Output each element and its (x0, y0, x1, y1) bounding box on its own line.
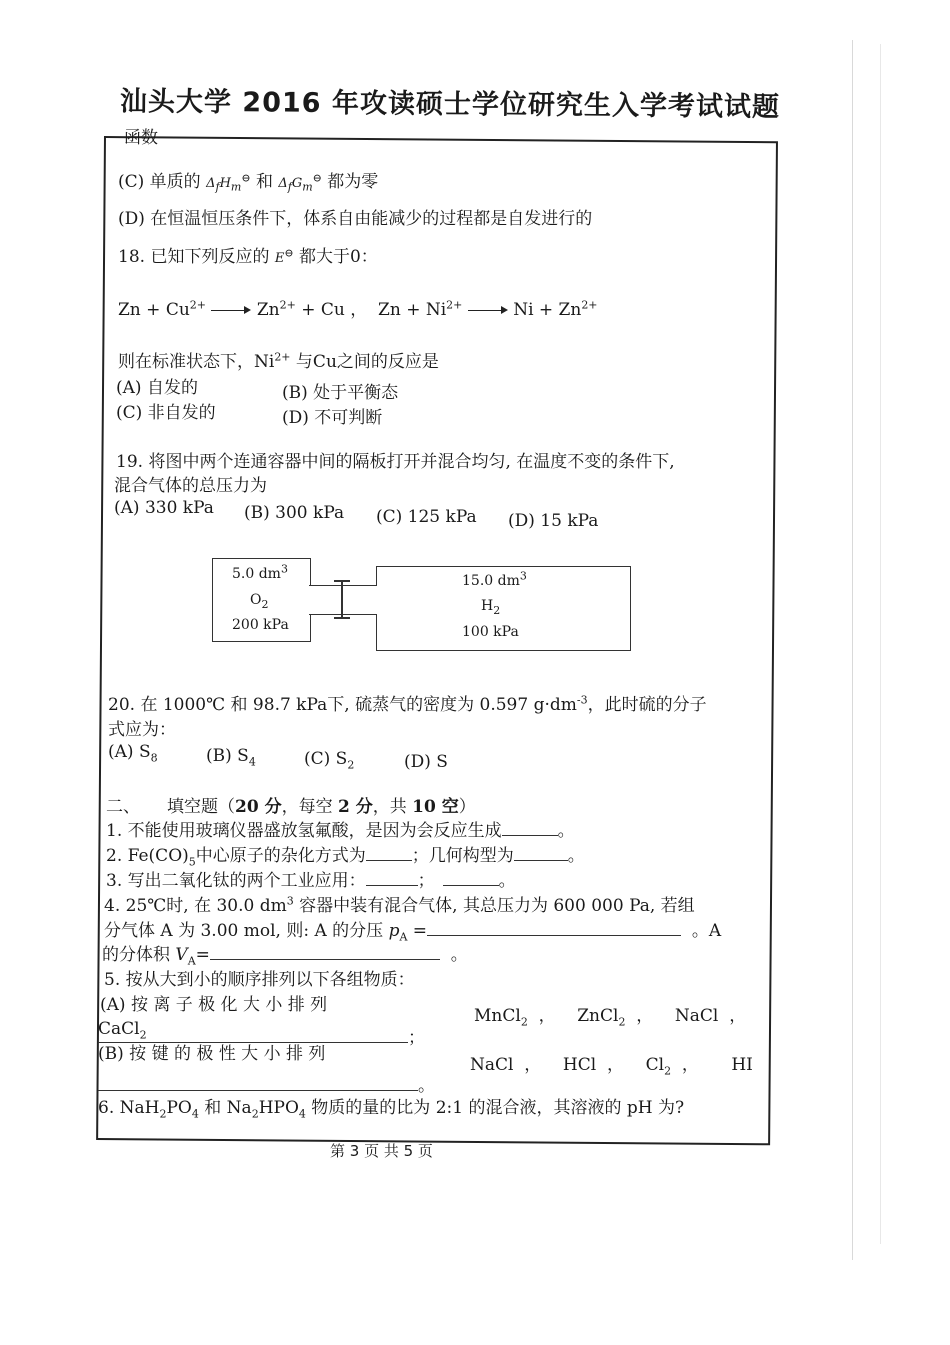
left-gas: $O_2$ (250, 592, 269, 611)
q20-option-c: (C) $S_2$ (304, 749, 355, 772)
fill-q5a-blank: ； (98, 1028, 425, 1048)
q20-option-a: (A) $S_8$ (108, 742, 158, 765)
q20-option-b: (B) $S_4$ (206, 746, 256, 769)
left-volume: 5.0 $dm^3$ (232, 562, 288, 582)
q18-option-a: (A) 自发的 (116, 378, 198, 398)
q18-option-d: (D) 不可判断 (282, 408, 383, 428)
fill-q5a-cont: CaCl$_2$ (98, 1019, 147, 1042)
answer-blank[interactable] (98, 1028, 408, 1043)
fill-q3: 3. 写出二氧化钛的两个工业应用： ； 。 (106, 871, 516, 891)
q17-option-d: (D) 在恒温恒压条件下，体系自由能减少的过程都是自发进行的 (118, 209, 593, 229)
connecting-pipe (309, 585, 377, 615)
right-pressure: 100 kPa (462, 624, 519, 640)
q17-continued: 函数 (124, 128, 158, 148)
q18-stem: 18. 已知下列反应的 E⊖ 都大于0： (118, 246, 378, 267)
right-volume: 15.0 $dm^3$ (462, 569, 527, 589)
q19-stem-line2: 混合气体的总压力为 (114, 476, 267, 496)
answer-blank[interactable] (502, 821, 558, 836)
fill-q4-line1: 4. 25℃时, 在 30.0 $dm^3$ 容器中装有混合气体, 其总压力为 600 000 Pa, 若组 (104, 894, 695, 916)
reaction-arrow-icon (468, 305, 508, 315)
q19-stem-line1: 19. 将图中两个连通容器中间的隔板打开并混合均匀, 在温度不变的条件下, (116, 452, 675, 472)
fill-q4-line3: 的分体积 $V_A=$ 。 (102, 945, 468, 968)
right-gas: $H_2$ (481, 598, 501, 617)
answer-blank[interactable] (514, 846, 568, 861)
fill-q5b-items: NaCl ， HCl ， $Cl_2$ ， HI (470, 1055, 753, 1078)
fill-q5-stem: 5. 按从大到小的顺序排列以下各组物质： (104, 970, 415, 990)
q20-stem-line2: 式应为： (108, 720, 176, 740)
q19-option-b: (B) 300 kPa (244, 503, 345, 523)
reaction-arrow-icon (211, 305, 251, 315)
q17-option-c: (C) 单质的 $\Delta_fH_m^⊖$ 和 $\Delta_fG_m^⊖$ 都为零 (118, 171, 379, 194)
fill-q5b: (B) 按 键 的 极 性 大 小 排 列 (98, 1044, 326, 1064)
q18-option-c: (C) 非自发的 (116, 403, 216, 423)
left-pressure: 200 kPa (232, 617, 289, 633)
answer-blank[interactable] (443, 871, 499, 886)
q19-option-a: (A) 330 kPa (114, 498, 214, 518)
q18-question: 则在标准状态下，$Ni^{2+}$ 与Cu之间的反应是 (118, 350, 439, 372)
fill-q1: 1. 不能使用玻璃仪器盛放氢氟酸，是因为会反应生成 。 (106, 821, 575, 841)
scan-edge-line (852, 40, 853, 1260)
exam-title: 汕头大学 2016 年攻读硕士学位研究生入学考试试题 (119, 86, 781, 123)
fill-q4-line2: 分气体 A 为 3.00 mol, 则: A 的分压 $p_A$ = 。A (104, 921, 722, 944)
fill-q5a: (A) 按 离 子 极 化 大 小 排 列 (100, 995, 328, 1015)
q20-stem-line1: 20. 在 1000℃ 和 98.7 kPa下, 硫蒸气的密度为 0.597 $g\cdot dm^{-3}$，此时硫的分子 (108, 693, 707, 715)
scan-edge-line (880, 44, 881, 1244)
answer-blank[interactable] (210, 945, 440, 960)
q19-option-d: (D) 15 kPa (508, 511, 599, 531)
page-number: 第 3 页 共 5 页 (330, 1142, 433, 1160)
answer-blank[interactable] (427, 921, 681, 936)
q20-option-d: (D) S (404, 752, 448, 772)
answer-blank[interactable] (366, 871, 418, 886)
q18-reactions: $Zn + Cu^{2+}$ $Zn^{2+} + Cu$ ， $Zn + Ni^{2+}$ $Ni + Zn^{2+}$ (118, 298, 598, 320)
answer-blank[interactable] (366, 846, 412, 861)
fill-q6: 6. $NaH_2PO_4$ 和 $Na_2HPO_4$ 物质的量的比为 2:1 的混合液，其溶液的 pH 为? (98, 1098, 685, 1121)
q18-option-b: (B) 处于平衡态 (282, 383, 399, 403)
partition-valve-icon (341, 580, 343, 618)
q19-option-c: (C) 125 kPa (376, 507, 477, 527)
partition-valve-handle (334, 580, 350, 582)
fill-q2: 2. $Fe(CO)_5$中心原子的杂化方式为 ；几何构型为 。 (106, 846, 585, 869)
fill-q5b-blank: 。 (98, 1076, 435, 1096)
fill-q5a-items: MnCl$_2$ ， ZnCl$_2$ ， NaCl ， (474, 1006, 747, 1029)
answer-blank[interactable] (98, 1076, 418, 1091)
section2-heading: 二、 填空题（20 分，每空 2 分，共 10 空） (106, 797, 476, 817)
partition-valve-handle (334, 617, 350, 619)
